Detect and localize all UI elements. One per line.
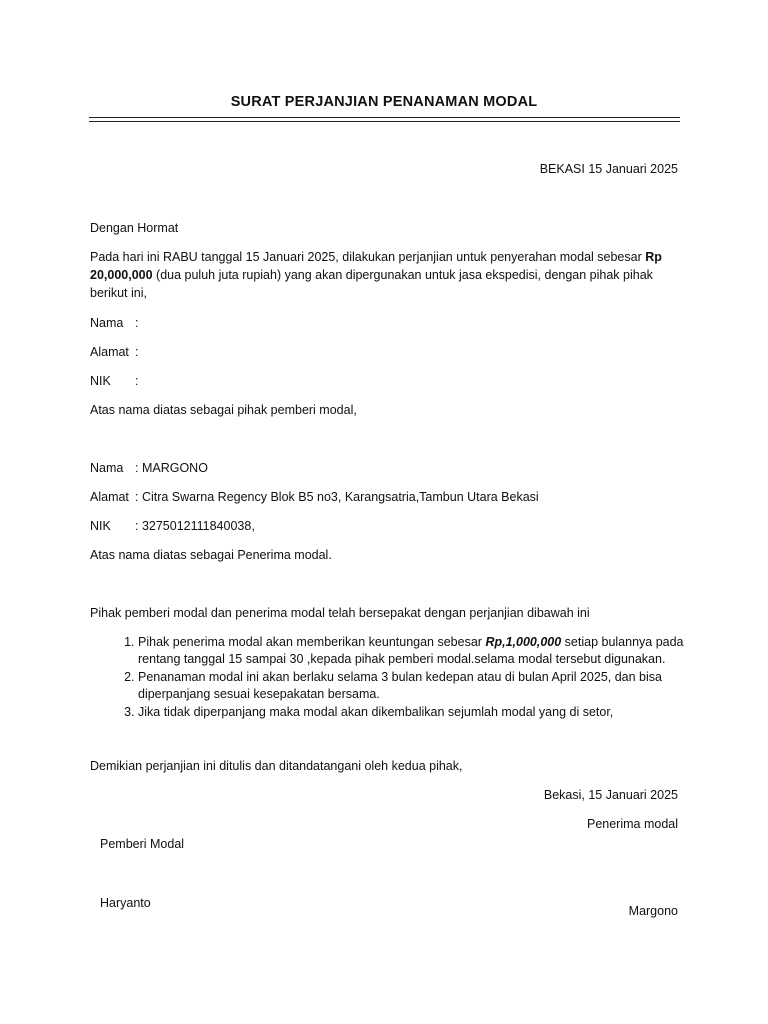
party2-nik-row	[90, 518, 255, 534]
agreement-intro: Pihak pemberi modal dan penerima modal telah bersepakat dengan perjanjian dibawah ini	[90, 606, 590, 620]
term-1-text-b: setiap bulannya pada rentang tanggal 15 sampai 30 ,kepada pihak pemberi modal.selama modal tersebut digunakan.	[138, 635, 684, 666]
party1-nik-label: NIK	[90, 374, 111, 388]
party1-alamat-label: Alamat	[90, 345, 129, 359]
party1-alamat-row	[90, 344, 138, 360]
terms-list	[90, 634, 723, 723]
giver-name: Haryanto	[100, 896, 151, 910]
party1-nama-row	[90, 315, 138, 331]
party2-alamat-row	[90, 489, 539, 505]
salutation: Dengan Hormat	[90, 221, 179, 235]
term-1-text-a: Pihak penerima modal akan memberikan keuntungan sebesar	[138, 635, 486, 649]
term-3-text: Jika tidak diperpanjang maka modal akan dikembalikan sejumlah modal yang di setor,	[138, 705, 614, 719]
party1-nik-row	[90, 373, 138, 389]
party1-alamat-value: :	[135, 345, 139, 359]
sign-place-date: Bekasi, 15 Januari 2025	[543, 788, 678, 802]
document-title: SURAT PERJANJIAN PENANAMAN MODAL	[230, 94, 538, 110]
receiver-label: Penerima modal	[586, 817, 678, 831]
party2-nama-row	[90, 460, 208, 476]
party2-nama-label: Nama	[90, 461, 124, 475]
party2-nik-label: NIK	[90, 519, 111, 533]
place-date: BEKASI 15 Januari 2025	[539, 162, 678, 176]
intro-text-1: Pada hari ini RABU tanggal 15 Januari 2025, dilakukan perjanjian untuk penyerahan modal sebesar	[90, 250, 646, 264]
intro-paragraph	[90, 248, 675, 302]
party1-role: Atas nama diatas sebagai pihak pemberi modal,	[90, 403, 357, 417]
title-underline-bottom	[89, 121, 680, 122]
party2-nik-value: : 3275012111840038,	[135, 519, 255, 533]
party2-alamat-value: : Citra Swarna Regency Blok B5 no3, Karangsatria,Tambun Utara Bekasi	[135, 490, 539, 504]
party1-nik-value: :	[135, 374, 139, 388]
receiver-name: Margono	[628, 904, 678, 918]
party1-nama-value: :	[135, 316, 139, 330]
term-item-3	[138, 704, 723, 721]
term-1-amount: Rp,1,000,000	[485, 635, 562, 649]
closing-statement: Demikian perjanjian ini ditulis dan ditandatangani oleh kedua pihak,	[90, 759, 463, 773]
term-item-2	[138, 669, 723, 702]
party2-alamat-label: Alamat	[90, 490, 129, 504]
party2-role: Atas nama diatas sebagai Penerima modal.	[90, 548, 332, 562]
title-underline-top	[89, 117, 680, 118]
intro-text-2: (dua puluh juta rupiah) yang akan dipergunakan untuk jasa ekspedisi, dengan pihak pihak berikut ini,	[90, 268, 653, 300]
giver-label: Pemberi Modal	[100, 837, 185, 851]
term-item-1	[138, 634, 723, 667]
party2-nama-value: : MARGONO	[135, 461, 208, 475]
party1-nama-label: Nama	[90, 316, 124, 330]
intro-amount: Rp 20,000,000	[90, 250, 662, 282]
term-2-text: Penanaman modal ini akan berlaku selama 3 bulan kedepan atau di bulan April 2025, dan bisa diperpanjang sesuai kesepakatan bersama.	[138, 670, 662, 701]
